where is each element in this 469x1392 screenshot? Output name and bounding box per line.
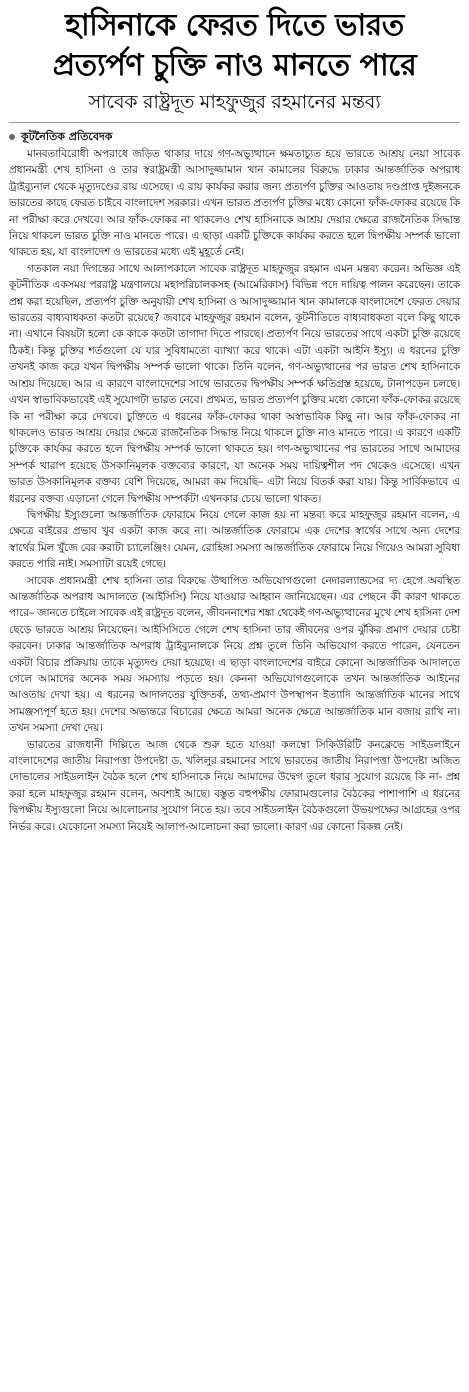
- bullet-icon: [9, 134, 15, 140]
- paragraph: মানবতাবিরোধী অপরাধে জড়িত থাকার দায়ে গণ-অভ্যুত্থানে ক্ষমতাচ্যুত হয়ে ভারতে আশ্রয় নেয়া সাবেক প্রধানমন্ত্রী শেখ হাসিনা ও তার স্বরাষ্ট্রমন্ত্রী আসাদুজ্জামান খান কামালের বিরুদ্ধে ঢাকার আন্তর্জাতিক অপরাধ ট্রাইব্যুনাল থেকে মৃত্যুদণ্ডের রায় এসেছে। এ রায় কার্যকর করার জন্য প্রত্যর্পণ চুক্তির আওতায় দণ্ডপ্রাপ্ত দুইজনকে ভারতের কাছে ফেরত চাইবে বাংলাদেশ সরকার। এখন ভারত প্রত্যর্পণ চুক্তির মধ্যে কোনো ফাঁক-ফোকর রয়েছে কি না পরীক্ষা করে দেখবে। আর ফাঁক-ফোকর না থাকলেও শেখ হাসিনাকে আশ্রয় দেয়ার ক্ষেত্রে রাজনৈতিক সিদ্ধান্ত নিয়ে থাকলে ভারত চুক্তি নাও মানতে পারে। এ ছাড়া একটি চুক্তিকে কার্যকর করতে হলে দ্বিপক্ষীয় সম্পর্ক ভালো থাকতে হয়, যা বাংলাদেশ ও ভারতের মধ্যে এই মুহূর্তে নেই।: [9, 148, 460, 259]
- paragraph: সাবেক প্রধানমন্ত্রী শেখ হাসিনা তার বিরুদ্ধে উত্থাপিত অভিযোগগুলো নেদারল্যান্ডসের দ্য হেগে অবস্থিত আন্তর্জাতিক অপরাধ আদালতে (আইসিসি) নিয়ে যাওয়ার আহ্বান জানিয়েছেন। এর পেছনে কী কারণ থাকতে পারে– জানতে চাইলে সাবেক এই রাষ্ট্রদূত বলেন, জীবননাশের শঙ্কা থেকেই গণ-অভ্যুত্থানের মুখে শেখ হাসিনা দেশ ছেড়ে ভারতে আশ্রয় নিয়েছেন। আইসিসিতে গেলে শেখ হাসিনা তার জীবনের ওপর ঝুঁকির প্রমাণ দেয়ার চেষ্টা করবেন। ঢাকার আন্তর্জাতিক অপরাধ ট্রাইব্যুনালকে নিয়ে প্রশ্ন তুলে তিনি অভিযোগ করতে পারেন, যেনতেন একটা বিচার প্রক্রিয়ায় তাকে মৃত্যুদণ্ড দেয়া হয়েছে। এ ছাড়া বাংলাদেশের বাইরে কোনো আন্তর্জাতিক আদালতে গেলে আমাদের অনেক সময় সমস্যায় পড়তে হয়। কেননা অভিযোগগুলোকে তখন আন্তর্জাতিক আইনের আওতায় দেখা হয়। এ ধরনের আদালতের যুক্তিতর্ক, তথ্য-প্রমাণ উপস্থাপন ইত্যাদি আন্তর্জাতিক মানের সাথে সামঞ্জস্যপূর্ণ হতে হয়। দেশের অভ্যন্তরে বিচারের ক্ষেত্রে আমরা অনেক ক্ষেত্রে আন্তর্জাতিক মান বজায় রাখি না। তখন সমস্যা দেখা দেয়।: [9, 574, 460, 735]
- paragraph: ভারতের রাজধানী দিল্লিতে আজ থেকে শুরু হতে যাওয়া কলম্বো সিকিউরিটি কনক্লেভে সাইডলাইনে বাংলাদেশের জাতীয় নিরাপত্তা উপদেষ্টা ড. খলিলুর রহমানের সাথে ভারতের জাতীয় নিরাপত্তা উপদেষ্টা অজিত দোভালের সাইডলাইন বৈঠক হলে শেখ হাসিনাকে নিয়ে আমাদের উদ্বেগ তুলে ধরার সুযোগ রয়েছে কি না- প্রশ্ন করা হলে মাহফুজুর রহমান বলেন, অবশ্যই আছে। বস্তুত বহুপক্ষীয় ফোরামগুলোর বৈঠকের পাশাপাশি এ ধরনের দ্বিপক্ষীয় ইস্যুগুলো নিয়ে আলোচনার সুযোগ নিতে হয়। তবে সাইডলাইন বৈঠকগুলো উভয়পক্ষের আগ্রহের ওপর নির্ভর করে। যেকোনো সমস্যা নিয়েই আলাপ-আলোচনা করা ভালো। কারণ এর কোনো বিকল্প নেই।: [9, 738, 460, 833]
- headline-line-2: প্রত্যর্পণ চুক্তি নাও মানতে পারে: [52, 48, 417, 83]
- paragraph: দ্বিপক্ষীয় ইস্যুগুলো আন্তর্জাতিক ফোরামে নিয়ে গেলে কাজ হয় না মন্তব্য করে মাহফুজুর রহমান বলেন, এ ক্ষেত্রে বাইরের প্রভাব খুব একটা কাজ করে না। আন্তর্জাতিক ফোরামে এক দেশের স্বার্থের সাথে অন্য দেশের স্বার্থের মিল খুঁজে বের করাটা চ্যালেঞ্জিং। যেমন, রোহিঙ্গা সমস্যা আন্তর্জাতিক ফোরামে নিয়ে গিয়েও আমরা সুবিধা করতে পারি নাই। সমস্যাটা রয়েই গেছে।: [9, 508, 460, 571]
- subheadline: সাবেক রাষ্ট্রদূত মাহফুজুর রহমানের মন্তব্য: [88, 91, 381, 113]
- headline-line-1: হাসিনাকে ফেরত দিতে ভারত: [65, 8, 404, 43]
- paragraph: গতকাল নয়া দিগন্তের সাথে আলাপকালে সাবেক রাষ্ট্রদূত মাহফুজুর রহমান এমন মন্তব্য করেন। অভিজ্ঞ এই কূটনীতিক একসময় পররাষ্ট্র মন্ত্রণালয়ে মহাপরিচালকসহ (আমেরিকাস) বিভিন্ন পদে দায়িত্ব পালন করেছেন। তাকে প্রশ্ন করা হয়েছিল, প্রত্যর্পণ চুক্তি অনুযায়ী শেখ হাসিনা ও আসাদুজ্জামান খান কামালকে বাংলাদেশে ফেরত দেয়ার ভারতের বাধ্যবাধকতা কতটা রয়েছে? জবাবে মাহফুজুর রহমান বলেন, কূটনীতিতে বাধ্যবাধকতা বলে কিছু থাকে না। এখানে বিষয়টা হলো কে কাকে কতটা তাগাদা দিতে পারছে। প্রত্যর্পণ নিয়ে ভারতের সাথে একটা চুক্তি রয়েছে ঠিকই। কিন্তু চুক্তির শর্তগুলো যে যার সুবিধামতো ব্যাখ্যা করে থাকে। এটা একটা আইনি ইস্যু। এ ধরনের চুক্তি তখনই কাজ করে যখন দ্বিপক্ষীয় সম্পর্ক ভালো থাকে। তিনি বলেন, গণ-অভ্যুত্থানের পর ভারত শেখ হাসিনাকে আশ্রয় দিয়েছে। আর এ কারণে বাংলাদেশের সাথে ভারতের দ্বিপক্ষীয় সম্পর্ক ক্ষতিগ্রস্ত হয়েছে, টানাপড়েন চলছে। এখন স্বাভাবিকভাবেই এই সুযোগটা ভারত নেবে। প্রথমত, ভারত প্রত্যর্পণ চুক্তির মধ্যে কোনো ফাঁক-ফোকর রয়েছে কি না পরীক্ষা করে দেখবে। চুক্তিতে এ ধরনের ফাঁক-ফোকর থাকা অস্বাভাবিক কিছু না। আর ফাঁক-ফোকর না থাকলেও ভারত আশ্রয় দেয়ার ক্ষেত্রে রাজনৈতিক সিদ্ধান্ত নিয়ে থাকলে চুক্তি নাও মানতে পারে। এ কারণে একটি চুক্তিকে কার্যকর করতে হলে দ্বিপক্ষীয় সম্পর্ক ভালো থাকতে হয়। গণ-অভ্যুত্থানের পর ভারতের সাথে আমাদের সম্পর্ক খারাপ হয়েছে উসকানিমূলক বক্তব্যের কারণে, যা অনেক সময় দায়িত্বশীল পদ থেকেও এসেছে। এখন ভারত উসকানিমূলক বক্তব্য বেশি দিয়েছে, আমরা কম দিয়েছি– এটা নিয়ে বিতর্ক করা যায়। কিন্তু সার্বিকভাবে এ ধরনের বক্তব্য এড়ানো গেলে দ্বিপক্ষীয় সম্পর্কটা এখনকার চেয়ে ভালো থাকত।: [9, 262, 460, 505]
- article-body: [9, 146, 460, 835]
- headline: [9, 6, 460, 86]
- byline: [9, 129, 460, 145]
- byline-text: কূটনৈতিক প্রতিবেদক: [21, 130, 113, 143]
- divider: [9, 122, 460, 123]
